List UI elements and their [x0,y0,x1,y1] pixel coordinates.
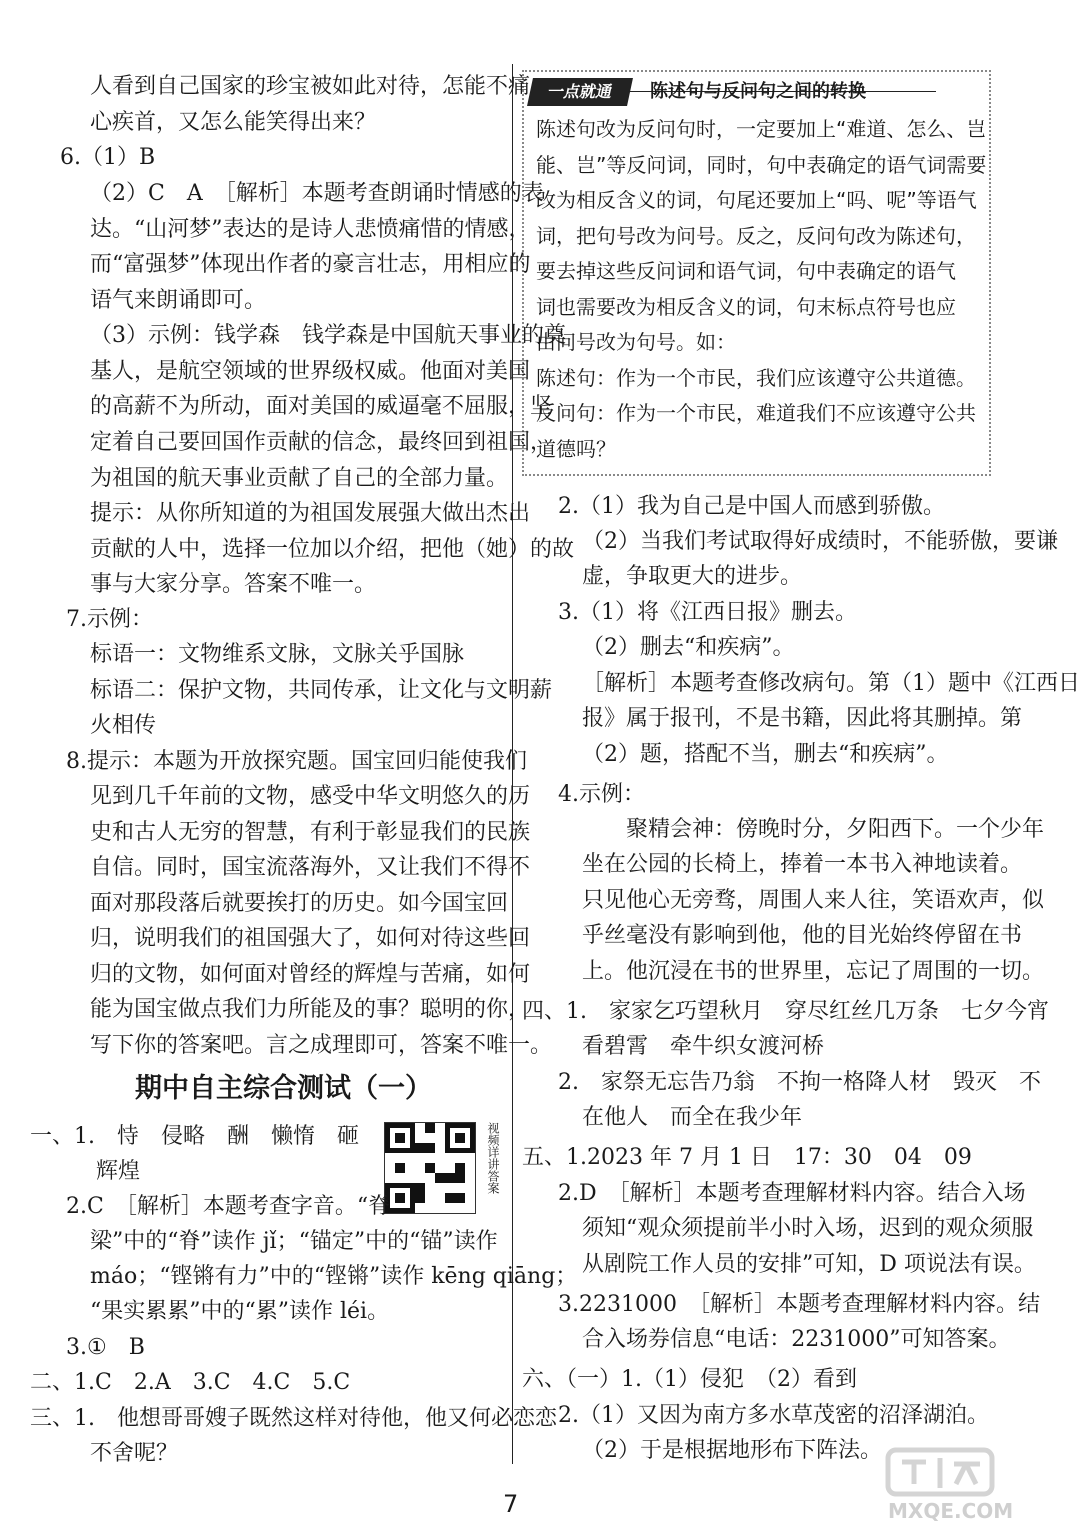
left-line: 8.提示：本题为开放探究题。国宝回归能使我们 [66,749,527,774]
left-line: 归，说明我们的祖国强大了，如何对待这些回 [90,926,531,951]
right-line: 4.示例： [558,782,645,807]
right-line: 虚，争取更大的进步。 [582,564,803,589]
right-line: 四、1. 家家乞巧望秋月 穿尽红丝几万条 七夕今宵 [522,999,1049,1024]
watermark [880,1446,1014,1532]
right-line: 六、（一）1.（1）侵犯 （2）看到 [522,1367,857,1392]
left2-line: 不舍呢？ [90,1441,179,1466]
section-title: 期中自主综合测试（一） [135,1073,432,1104]
left-line: 人看到自己国家的珍宝被如此对待，怎能不痛 [90,74,531,99]
left-line: 的高薪不为所动，面对美国的威逼毫不屈服，坚 [90,394,553,419]
right-line: 聚精会神：傍晚时分，夕阳西下。一个少年 [626,817,1045,842]
left-line: 史和古人无穷的智慧，有利于彰显我们的民族 [90,820,531,845]
right-line: 报》属于报刊，不是书籍，因此将其删掉。第 [582,706,1023,731]
left-line: 心疾首，又怎么能笑得出来？ [90,110,377,135]
tip-box-title: 陈述句与反问句之间的转换 [650,81,866,102]
left-line: 事与大家分享。答案不唯一。 [90,572,377,597]
left-line: 写下你的答案吧。言之成理即可，答案不唯一。 [90,1033,553,1058]
left-line: （2）C A ［解析］本题考查朗诵时情感的表 [90,181,544,206]
right-line: 须知“观众须提前半小时入场，迟到的观众须服 [582,1216,1034,1241]
right-line: （2）于是根据地形布下阵法。 [582,1438,882,1463]
left-line: （3）示例：钱学森 钱学森是中国航天事业的奠 [90,323,566,348]
right-line: 五、1.2023 年 7 月 1 日 17：30 04 09 [522,1145,972,1170]
tip-box-line: 改为相反含义的词，句尾还要加上“吗、呢”等语气 [536,188,977,212]
left2-line: 辉煌 [96,1159,141,1184]
left-line: 语气来朗诵即可。 [90,288,267,313]
left-line: 基人，是航空领域的世界级权威。他面对美国 [90,359,531,384]
right-line: 只见他心无旁骛，周围人来人往，笑语欢声，似 [582,888,1045,913]
right-line: 合入场券信息“电话：2231000”可知答案。 [582,1327,1011,1352]
left-line: 达。“山河梦”表达的是诗人悲愤痛惜的情感， [90,217,531,242]
left-line: 能为国宝做点我们力所能及的事？聪明的你， [90,997,531,1022]
right-line: 乎丝毫没有影响到他，他的目光始终停留在书 [582,923,1023,948]
left2-line: máo；“铿锵有力”中的“铿锵”读作 kēng qiāng； [90,1264,578,1289]
left2-line: 梁”中的“脊”读作 jǐ；“锚定”中的“锚”读作 [90,1229,498,1254]
left-line: 而“富强梦”体现出作者的豪言壮志，用相应的 [90,252,531,277]
left-line: 7.示例： [66,607,153,632]
tip-box-tag: 一点就通 [527,78,633,106]
left-line: 提示：从你所知道的为祖国发展强大做出杰出 [90,501,531,526]
right-line: 3.（1）将《江西日报》删去。 [558,600,857,625]
right-line: （2）删去“和疾病”。 [582,635,795,660]
right-line: 从剧院工作人员的安排”可知，D 项说法有误。 [582,1252,1036,1277]
left-line: 面对那段落后就要挨打的历史。如今国宝回 [90,891,509,916]
tip-box-line: 词，把句号改为问号。反之，反问句改为陈述句， [536,223,976,248]
left2-line: 2.C ［解析］本题考查字音。“脊 [66,1194,391,1219]
qr-label: 视频详讲答案 [486,1122,500,1194]
tip-box-line: 反问句：作为一个市民，难道我们不应该遵守公共 [536,401,976,425]
left2-line: 三、1. 他想哥哥嫂子既然这样对待他，他又何必恋恋 [30,1406,557,1431]
tip-box-line: 由问号改为句号。如： [536,330,736,354]
left-line: 6.（1）B [60,145,156,170]
left-line: 标语一：文物维系文脉，文脉关乎国脉 [90,642,465,667]
left-line: 自信。同时，国宝流落海外，又让我们不得不 [90,855,531,880]
page-number: 7 [503,1490,519,1518]
left-line: 贡献的人中，选择一位加以介绍，把他（她）的故 [90,537,575,562]
left-line: 火相传 [90,713,157,738]
tip-box-line: 词也需要改为相反含义的词，句末标点符号也应 [536,294,956,319]
right-line: 看碧霄 牵牛织女渡河桥 [582,1034,825,1059]
left2-line: 3.① B [66,1335,145,1360]
qr-code-icon [385,1123,475,1213]
left2-line: 二、1.C 2.A 3.C 4.C 5.C [30,1370,351,1395]
right-line: 2.D ［解析］本题考查理解材料内容。结合入场 [558,1181,1026,1206]
tip-box-line: 能、岂”等反问词，同时，句中表确定的语气词需要 [536,152,987,177]
right-line: ［解析］本题考查修改病句。第（1）题中《江西日 [582,671,1080,696]
right-line: 2.（1）我为自己是中国人而感到骄傲。 [558,494,945,519]
tip-box-line: 要去掉这些反问词和语气词，句中表确定的语气 [536,259,956,283]
right-line: 2.（1）又因为南方多水草茂密的沼泽湖泊。 [558,1403,989,1428]
tip-box-line: 陈述句：作为一个市民，我们应该遵守公共道德。 [536,365,976,390]
left2-line: “果实累累”中的“累”读作 léi。 [90,1299,390,1324]
left2-line: 一、1. 恃 侵略 酬 懒惰 砸 [30,1124,359,1149]
right-line: 3.2231000 ［解析］本题考查理解材料内容。结 [558,1292,1040,1317]
right-line: 2. 家祭无忘告乃翁 不拘一格降人材 毁灭 不 [558,1070,1041,1095]
right-line: （2）题，搭配不当，删去“和疾病”。 [582,742,949,767]
left-line: 见到几千年前的文物，感受中华文明悠久的历 [90,784,531,809]
right-line: （2）当我们考试取得好成绩时，不能骄傲，要谦 [582,529,1058,554]
right-line: 上。他沉浸在书的世界里，忘记了周围的一切。 [582,959,1045,984]
qr-code[interactable] [384,1122,476,1214]
tip-box-line: 陈述句改为反问句时，一定要加上“难道、怎么、岂 [536,117,987,141]
left-line: 为祖国的航天事业贡献了自己的全部力量。 [90,466,509,491]
svg-text:MXQE.COM: MXQE.COM [888,1499,1014,1523]
left-line: 标语二：保护文物，共同传承，让文化与文明薪 [90,678,553,703]
left-line: 归的文物，如何面对曾经的辉煌与苦痛，如何 [90,962,531,987]
right-line: 坐在公园的长椅上，捧着一本书入神地读着。 [582,852,1023,877]
left-line: 定着自己要回国作贡献的信念，最终回到祖国， [90,430,553,455]
watermark-logo-icon [880,1446,1014,1526]
right-line: 在他人 而全在我少年 [582,1105,803,1130]
tip-box-line: 道德吗？ [536,436,616,461]
